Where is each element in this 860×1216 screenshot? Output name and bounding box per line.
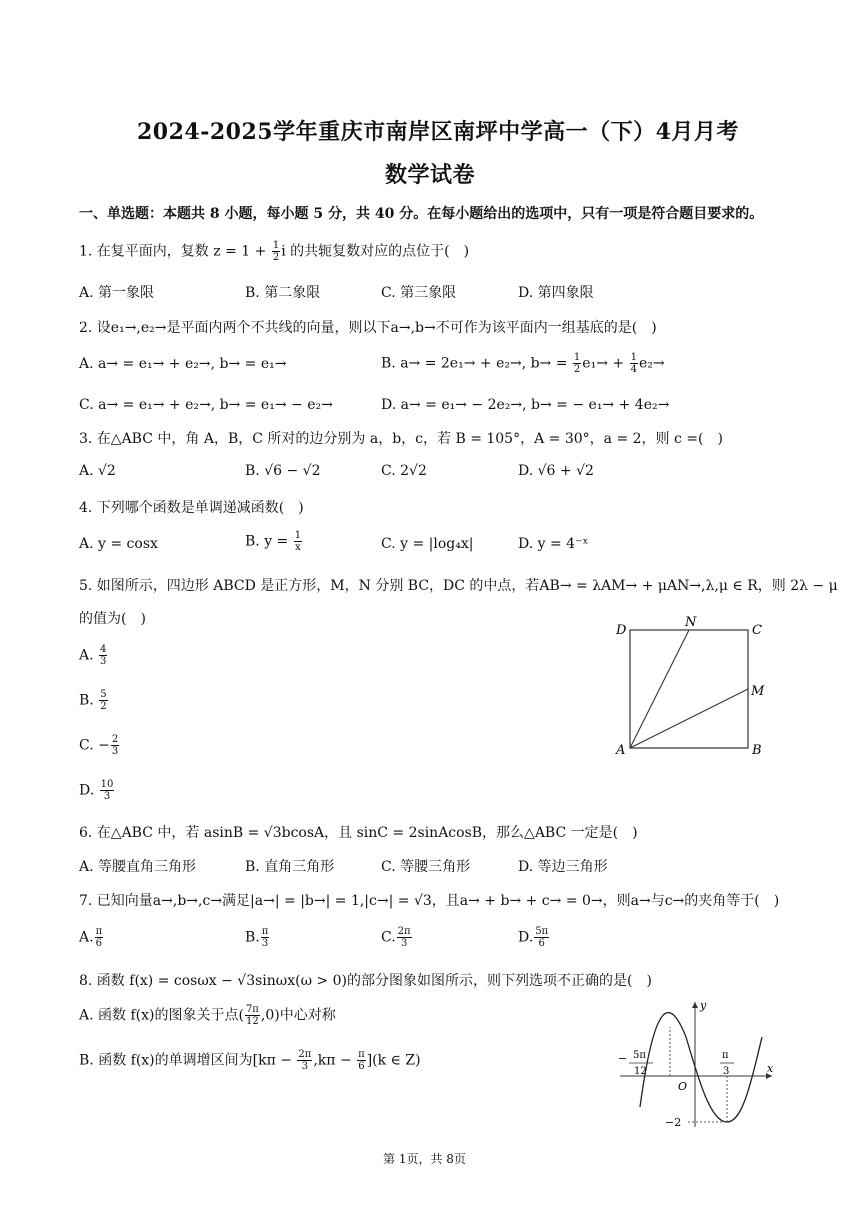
q1-stem-b: i 的共轭复数对应的点位于( ) <box>281 243 470 260</box>
q5-option-c: C. − $\frac{2}{3}$ <box>79 734 119 757</box>
cosine-graph-figure <box>610 997 780 1137</box>
q8-option-a: A. 函数 f(x)的图象关于点( $\frac{7\pi}{12}$ ,0)中心对称 <box>79 1004 336 1027</box>
question-2: 2. 设e₁→,e₂→是平面内两个不共线的向量，则以下a→,b→不可作为该平面内一组基底的是( ) <box>79 320 657 336</box>
q4-option-c: C. y = |log₄x| <box>381 536 474 552</box>
origin-label: O <box>678 1080 688 1093</box>
question-4: 4. 下列哪个函数是单调递减函数( ) <box>79 500 304 516</box>
q3-option-d: D. √6 + √2 <box>518 463 594 479</box>
label-m: M <box>751 684 765 699</box>
page-title: 2024-2025学年重庆市南岸区南坪中学高一（下）4月月考 <box>137 119 739 145</box>
label-d: D <box>616 623 627 638</box>
q7-option-a: A. $\frac{\pi}{6}$ <box>79 926 103 949</box>
q7-option-b: B. $\frac{\pi}{3}$ <box>245 926 269 949</box>
q4-option-a: A. y = cosx <box>79 536 158 552</box>
q1-fraction: $\frac{1}{2}$ <box>272 240 280 263</box>
left-tick-num: 5π <box>633 1050 646 1061</box>
q6-option-b: B. 直角三角形 <box>245 859 335 875</box>
question-8: 8. 函数 f(x) = cosωx − √3sinωx(ω > 0)的部分图象如图所示，则下列选项不正确的是( ) <box>79 973 652 989</box>
x-axis-label: x <box>767 1062 774 1075</box>
q4-option-d: D. y = 4⁻ˣ <box>518 536 589 552</box>
q4-option-b: B. y = $\frac{1}{x}$ <box>245 530 302 553</box>
section-heading: 一、单选题：本题共 8 小题，每小题 5 分，共 40 分。在每小题给出的选项中，只有一项是符合题目要求的。 <box>79 206 764 222</box>
q5-option-b: B. $\frac{5}{2}$ <box>79 689 107 712</box>
q6-option-a: A. 等腰直角三角形 <box>79 859 197 875</box>
q1-option-a: A. 第一象限 <box>79 285 155 301</box>
q3-option-a: A. √2 <box>79 463 116 479</box>
q6-option-c: C. 等腰三角形 <box>381 859 471 875</box>
q8-option-b: B. 函数 f(x)的单调增区间为[kπ − $\frac{2\pi}{3}$ ,kπ − $\frac{\pi}{6}$ ](k ∈ Z) <box>79 1049 421 1072</box>
page-subtitle: 数学试卷 <box>385 162 476 188</box>
label-c: C <box>752 623 762 638</box>
question-3: 3. 在△ABC 中，角 A，B，C 所对的边分别为 a，b，c，若 B = 105°，A = 30°，a = 2，则 c =( ) <box>79 431 723 447</box>
label-n: N <box>685 615 697 630</box>
q1-option-b: B. 第二象限 <box>245 285 321 301</box>
right-tick-num: π <box>722 1050 729 1061</box>
q7-option-d: D. $\frac{5\pi}{6}$ <box>518 926 549 949</box>
question-7: 7. 已知向量a→,b→,c→满足|a→| = |b→| = 1,|c→| = √3，且a→ + b→ + c→ = 0→，则a→与c→的夹角等于( ) <box>79 893 780 909</box>
question-1 <box>79 240 469 263</box>
q3-option-b: B. √6 − √2 <box>245 463 321 479</box>
q1-option-c: C. 第三象限 <box>381 285 457 301</box>
right-tick-den: 3 <box>723 1066 730 1077</box>
q6-option-d: D. 等边三角形 <box>518 859 608 875</box>
q1-option-d: D. 第四象限 <box>518 285 594 301</box>
q2-option-c: C. a→ = e₁→ + e₂→, b→ = e₁→ − e₂→ <box>79 397 333 413</box>
q3-option-c: C. 2√2 <box>381 463 427 479</box>
q7-option-c: C. $\frac{2\pi}{3}$ <box>381 926 411 949</box>
question-6: 6. 在△ABC 中，若 asinB = √3bcosA，且 sinC = 2sinAcosB，那么△ABC 一定是( ) <box>79 825 638 841</box>
q2-option-a: A. a→ = e₁→ + e₂→, b→ = e₁→ <box>79 356 287 372</box>
label-b: B <box>752 743 762 758</box>
question-5-line-2: 的值为( ) <box>79 611 146 627</box>
q5-option-a: A. $\frac{4}{3}$ <box>79 644 107 667</box>
q2-option-d: D. a→ = e₁→ − 2e₂→, b→ = − e₁→ + 4e₂→ <box>381 397 670 413</box>
q2-option-b: B. a→ = 2e₁→ + e₂→, b→ = $\frac{1}{2}$ e₁→ + $\frac{1}{4}$ e₂→ <box>381 352 665 375</box>
page-footer: 第 1页，共 8页 <box>383 1152 466 1166</box>
label-a: A <box>616 743 626 758</box>
y-axis-label: y <box>700 999 707 1012</box>
left-tick-den: 12 <box>634 1066 647 1077</box>
minus-two-label: −2 <box>665 1116 682 1129</box>
q5-option-d: D. $\frac{10}{3}$ <box>79 779 114 802</box>
question-5-line-1: 5. 如图所示，四边形 ABCD 是正方形，M，N 分别 BC，DC 的中点，若AB→ = λAM→ + μAN→,λ,μ ∈ R，则 2λ − μ <box>79 578 838 594</box>
neg-sign: − <box>618 1052 628 1065</box>
square-figure <box>610 612 770 762</box>
q1-stem-a: 1. 在复平面内，复数 z = 1 + <box>79 243 271 260</box>
